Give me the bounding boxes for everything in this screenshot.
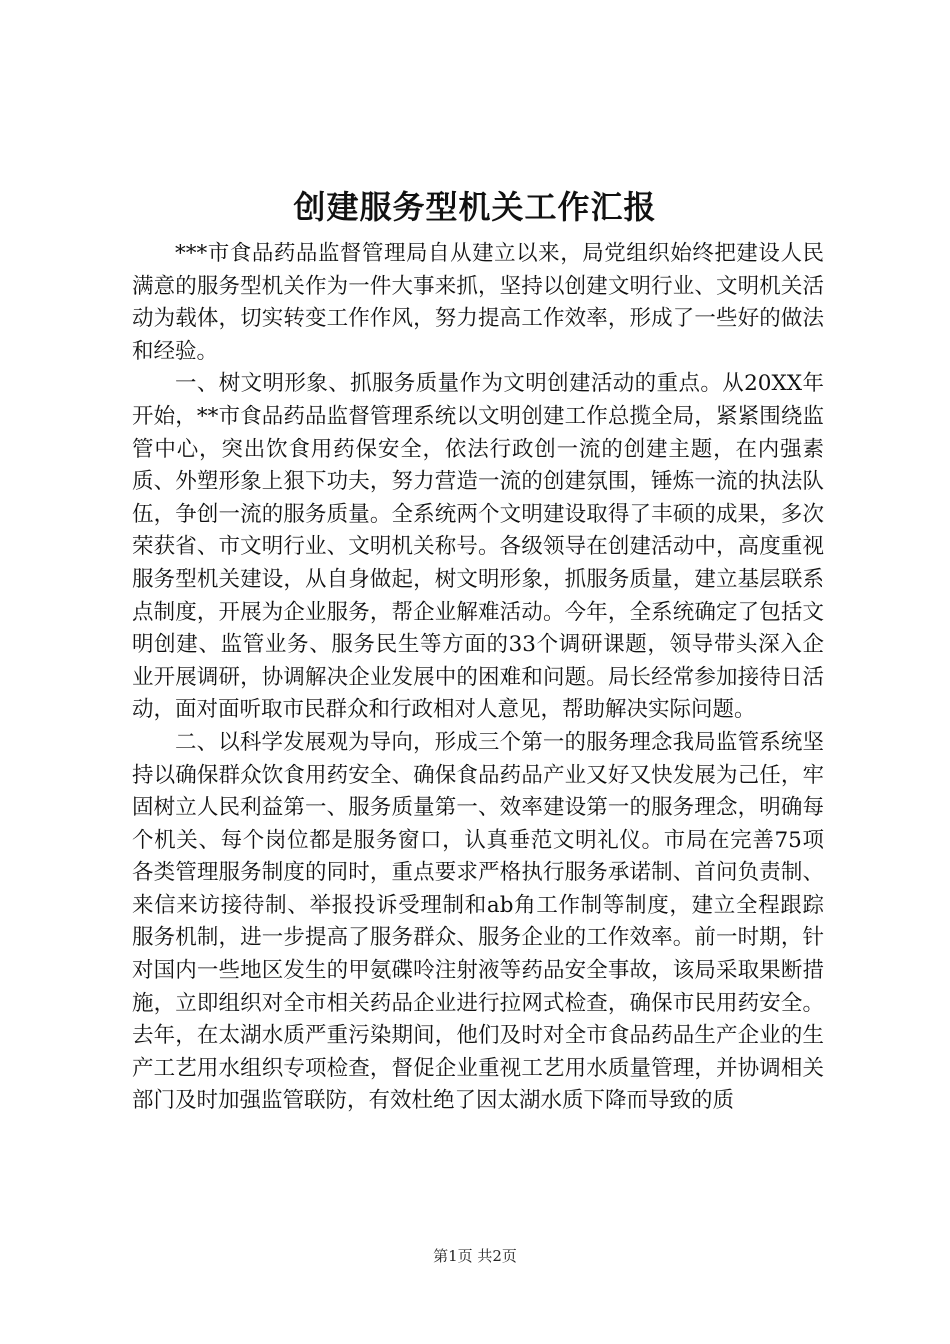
paragraph-section-one: 一、树文明形象、抓服务质量作为文明创建活动的重点。从20XX年开始，**市食品药品监督管理系统以文明创建工作总揽全局，紧紧围绕监管中心，突出饮食用药保安全，依法行政创一流的创建主题，在内强素质、外塑形象上狠下功夫，努力营造一流的创建氛围，锤炼一流的执法队伍，争创一流的服务质量。全系统两个文明建设取得了丰硕的成果，多次荣获省、市文明行业、文明机关称号。各级领导在创建活动中，高度重视服务型机关建设，从自身做起，树文明形象，抓服务质量，建立基层联系点制度，开展为企业服务，帮企业解难活动。今年，全系统确定了包括文明创建、监管业务、服务民生等方面的33个调研课题，领导带头深入企业开展调研，协调解决企业发展中的困难和问题。局长经常参加接待日活动，面对面听取市民群众和行政相对人意见，帮助解决实际问题。 bbox=[132, 371, 824, 723]
paragraph-section-two: 二、以科学发展观为导向，形成三个第一的服务理念我局监管系统坚持以确保群众饮食用药安全、确保食品药品产业又好又快发展为己任，牢固树立人民利益第一、服务质量第一、效率建设第一的服务理念，明确每个机关、每个岗位都是服务窗口，认真垂范文明礼仪。市局在完善75项各类管理服务制度的同时，重点要求严格执行服务承诺制、首问负责制、来信来访接待制、举报投诉受理制和ab角工作制等制度，建立全程跟踪服务机制，进一步提高了服务群众、服务企业的工作效率。前一时期，针对国内一些地区发生的甲氨碟呤注射液等药品安全事故，该局采取果断措施，立即组织对全市相关药品企业进行拉网式检查，确保市民用药安全。去年，在太湖水质严重污染期间，他们及时对全市食品药品生产企业的生产工艺用水组织专项检查，督促企业重视工艺用水质量管理，并协调相关部门及时加强监管联防，有效杜绝了因太湖水质下降而导致的质 bbox=[132, 729, 824, 1114]
document-title: 创建服务型机关工作汇报 bbox=[293, 188, 657, 226]
paragraph-intro: ***市食品药品监督管理局自从建立以来，局党组织始终把建设人民满意的服务型机关作为一件大事来抓，坚持以创建文明行业、文明机关活动为载体，切实转变工作作风，努力提高工作效率，形成了一些好的做法和经验。 bbox=[132, 241, 824, 364]
document-body bbox=[132, 238, 824, 1118]
page-number-footer: 第1页 共2页 bbox=[433, 1247, 517, 1265]
